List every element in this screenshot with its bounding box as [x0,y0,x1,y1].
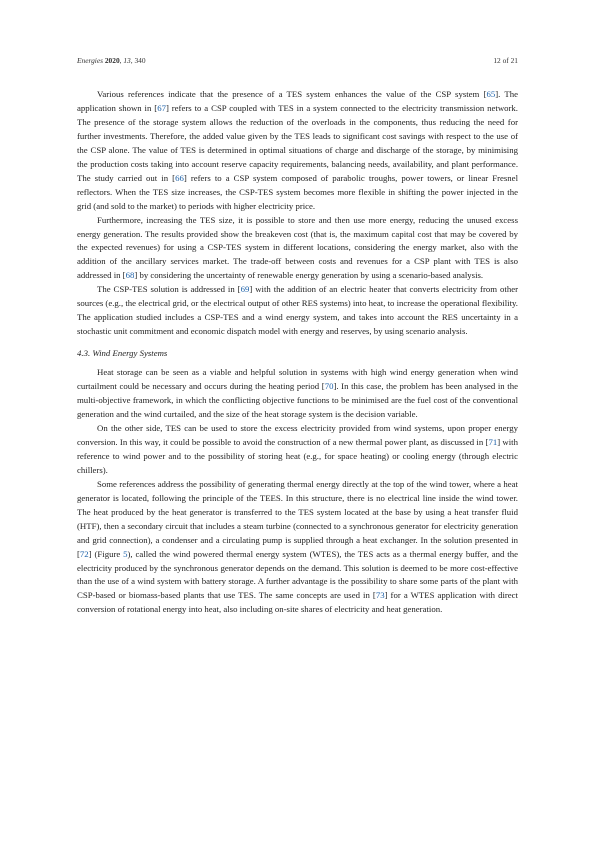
paragraph-text: On the other side, TES can be used to store the excess electricity provided from wind systems, upon proper energy conversion. In this way, it could be possible to avoid the construction of a new thermal power plant, as discussed in [ [77,422,518,447]
citation-link[interactable]: 72 [79,548,89,559]
citation-link[interactable]: 5 [123,548,128,559]
paragraph-text: ), called the wind powered thermal energy system (WTES), the TES acts as a thermal energy buffer, and the electricity produced by the synchronous generator depends on the demand. This solution is deemed to be more cost-effective than the use of a wind system with battery storage. A further advantage is the possibility to share some parts of the plant with CSP-based or biomass-based plants that use TES. The same concepts are used in [ [77,548,518,601]
citation-link[interactable]: 69 [240,284,250,295]
section-heading: 4.3. Wind Energy Systems [77,348,168,359]
paragraph-text: ] refers to a CSP system composed of parabolic troughs, power towers, or linear Fresnel reflectors. When the TES size increases, the CSP-TES system becomes more flexible in shifting the power injected in the grid (and sold to the market) to periods with higher electricity price. [77,172,518,211]
journal-name: Energies [77,56,103,65]
page-number: 12 of 21 [493,56,518,65]
citation-link[interactable]: 65 [486,89,496,99]
paragraph-text: Various references indicate that the presence of a TES system enhances the value of the CSP system [ [97,89,487,99]
citation-link[interactable]: 68 [125,270,135,281]
citation-link[interactable]: 71 [488,436,498,447]
paragraph-text: The CSP-TES solution is addressed in [ [97,284,241,295]
paragraph-text: Heat storage can be seen as a viable and helpful solution in systems with high wind energy generation when wind curtailment could be necessary and occurs during the heating period [ [77,367,518,392]
paragraph-group-csp [77,88,518,339]
paragraph-text: ] refers to a CSP coupled with TES in a system connected to the electricity transmission network. The presence of the storage system allows the reduction of the overloads in the components, thus reducing the need for further investments. Therefore, the added value given by the TES leads to significant cost savings with respect to the use of the CSP alone. The value of TES is determined in optimal situations of charge and discharge of the storage, by minimising the production costs taking into account reserve capacity requirements, balancing needs, availability, and plant performance. The study carried out in [ [77,102,518,183]
body-paragraph [77,283,518,339]
body-paragraph [77,88,518,214]
paragraph-text: ]. The application shown in [ [77,89,518,113]
paragraph-text: ] by considering the uncertainty of renewable energy generation by using a scenario-based analysis. [134,270,484,281]
journal-citation: Energies 2020, 13, 340 [77,56,146,65]
page-body [77,88,518,617]
journal-year: 2020 [104,56,120,65]
body-paragraph [77,478,518,618]
body-paragraph [77,366,518,422]
paragraph-group-wind [77,366,518,617]
journal-volume: 13 [123,56,131,65]
citation-link[interactable]: 67 [157,102,166,113]
citation-link[interactable]: 73 [375,590,385,601]
body-paragraph [77,214,518,284]
citation-link[interactable]: 66 [175,172,184,183]
paragraph-text: ] (Figure [88,548,124,559]
citation-link[interactable]: 70 [324,381,334,392]
paragraph-text: Some references address the possibility of generating thermal energy directly at the top of the wind tower, where a heat generator is located, following the principle of the TEES. In this structure, there is no electrical line inside the wind tower. The heat produced by the heat generator is transferred to the TES system located at the base by using a heat transfer fluid (HTF), then a secondary circuit that includes a steam turbine (connected to a synchronous generator for electricity generation and grid connection), a condenser and a circulating pump is supplied through a heat exchanger. In the solution presented in [ [77,478,518,559]
journal-page-ref: 340 [134,56,146,65]
body-paragraph [77,422,518,478]
paragraph-text: ] with reference to wind power and to the possibility of storing heat (e.g., for space heating) or cooling energy (through electric chillers). [77,436,518,475]
paragraph-text: ] for a WTES application with direct conversion of rotational energy into heat, also including on-site shares of electricity and heat generation. [77,590,518,615]
paragraph-text: Furthermore, increasing the TES size, it is possible to store and then use more energy, reducing the unused excess energy generation. The results provided show the breakeven cost (that is, the maximum capital cost that may be covered by the expected revenues) for using a CSP-TES system in different locations, considering the energy market, also with the addition of the ancillary services market. The trade-off between costs and revenues for a CSP plant with TES is also addressed in [ [77,214,518,281]
running-header [77,56,518,68]
paragraph-text: ] with the addition of an electric heater that converts electricity from other sources (e.g., the electrical grid, or the electrical output of other RES systems) into heat, to increase the operational flexibility. The application studied includes a CSP-TES and a wind energy system, and takes into account the RES uncertainty in a stochastic unit commitment and economic dispatch model with energy and reserves, by using scenario analysis. [77,284,518,337]
paragraph-text: ]. In this case, the problem has been analysed in the multi-objective framework, in which the conflicting objective functions to be minimised are the fuel cost of the conventional generation and the wind curtailed, and the size of the heat storage system is the decision variable. [77,381,518,420]
